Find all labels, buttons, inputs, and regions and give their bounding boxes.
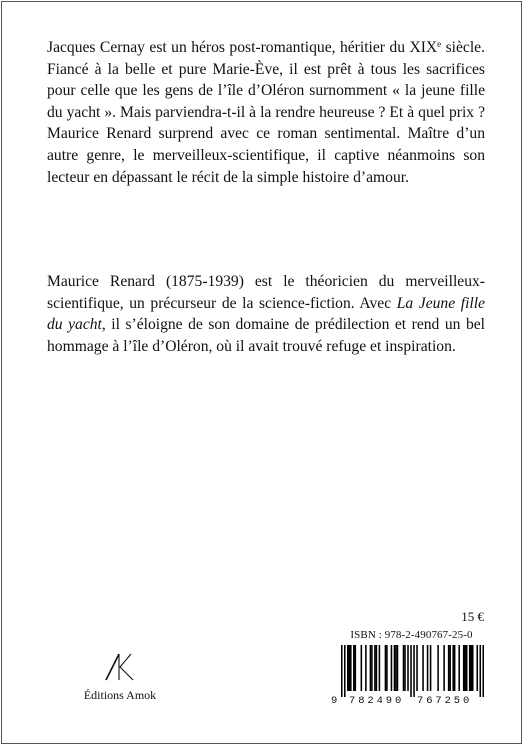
barcode-bar xyxy=(470,645,472,691)
barcode-bar xyxy=(395,645,397,691)
barcode-bar xyxy=(350,645,352,691)
barcode-bar xyxy=(413,645,415,697)
barcode-bar xyxy=(422,645,424,691)
barcode-bar xyxy=(376,645,378,691)
barcode-bar xyxy=(404,645,406,691)
book-title-italic: La Jeune fille du yacht xyxy=(47,294,485,334)
barcode-bar xyxy=(437,645,439,691)
century-superscript: e xyxy=(437,39,442,49)
barcode-bar xyxy=(341,645,343,697)
author-bio-paragraph xyxy=(47,271,485,357)
isbn-label: ISBN : 978-2-490767-25-0 xyxy=(350,629,473,641)
barcode-bar xyxy=(448,645,450,691)
barcode-bar xyxy=(353,645,355,691)
blurb-text-rest: siècle. Fiancé à la belle et pure Marie-Ève, il est prêt à tous les sacrifices pour celle que les gens de l’île d’Oléron surnomment « la jeune fille du yacht ». Mais parviendra-t-il à la rendre heureuse ? Et à quel prix ? Maurice Renard surprend avec ce roman sentimental. Maître d’un autre genre, le merveilleux-scientifique, il captive néanmoins son lecteur en dépassant le récit de la simple histoire d’amour. xyxy=(47,39,486,186)
barcode-bar xyxy=(391,645,393,691)
barcode-first-digit: 9 xyxy=(331,695,338,707)
barcode-bar xyxy=(403,645,405,691)
barcode-digits xyxy=(331,695,484,707)
barcode-bar xyxy=(452,645,454,691)
barcode-bar xyxy=(374,645,376,691)
barcode-bar xyxy=(397,645,399,691)
barcode-bar xyxy=(443,645,445,691)
barcode-bar xyxy=(458,645,460,691)
barcode-bar xyxy=(394,645,396,691)
barcode-bar xyxy=(344,645,346,697)
barcode-bar xyxy=(370,645,372,691)
bio-text-start: Maurice Renard (1875-1939) est le théoricien du merveilleux-scientifique, un précurseur de la science-fiction. Avec xyxy=(47,273,485,312)
barcode-bar xyxy=(385,645,387,691)
barcode-bar xyxy=(463,645,465,691)
barcode-bar xyxy=(347,645,349,691)
barcode-bar xyxy=(482,645,484,697)
blurb-text-start: Jacques Cernay est un héros post-romantique, héritier du XIX xyxy=(47,39,438,56)
barcode-bar xyxy=(464,645,466,691)
barcode xyxy=(341,645,484,697)
barcode-bar xyxy=(355,645,357,691)
publisher-name: Éditions Amok xyxy=(83,688,157,702)
bio-text-end: , il s’éloigne de son domaine de prédilection et rend un bel hommage à l’île d’Oléron, où il avait trouvé refuge et inspiration. xyxy=(47,316,485,355)
barcode-bar xyxy=(479,645,481,697)
barcode-bar xyxy=(472,645,474,691)
publisher-logo xyxy=(100,652,140,682)
barcode-bar xyxy=(349,645,351,691)
barcode-left-group: 782490 xyxy=(349,695,405,707)
barcode-bar xyxy=(386,645,388,691)
isbn-barcode-block xyxy=(331,629,484,709)
barcode-bar xyxy=(469,645,471,691)
barcode-bar xyxy=(407,645,409,691)
barcode-bar xyxy=(476,645,478,691)
barcode-right-group: 767250 xyxy=(417,695,473,707)
barcode-bar xyxy=(427,645,429,691)
barcode-bar xyxy=(371,645,373,691)
barcode-bar xyxy=(410,645,412,697)
barcode-bar xyxy=(430,645,432,691)
barcode-bar xyxy=(365,645,367,691)
price-label: 15 € xyxy=(461,609,484,624)
barcode-bar xyxy=(416,645,418,691)
barcode-bar xyxy=(361,645,363,691)
barcode-bar xyxy=(379,645,381,691)
barcode-bar xyxy=(466,645,468,691)
blurb-paragraph xyxy=(47,37,485,188)
barcode-bar xyxy=(449,645,451,691)
barcode-bar xyxy=(454,645,456,691)
